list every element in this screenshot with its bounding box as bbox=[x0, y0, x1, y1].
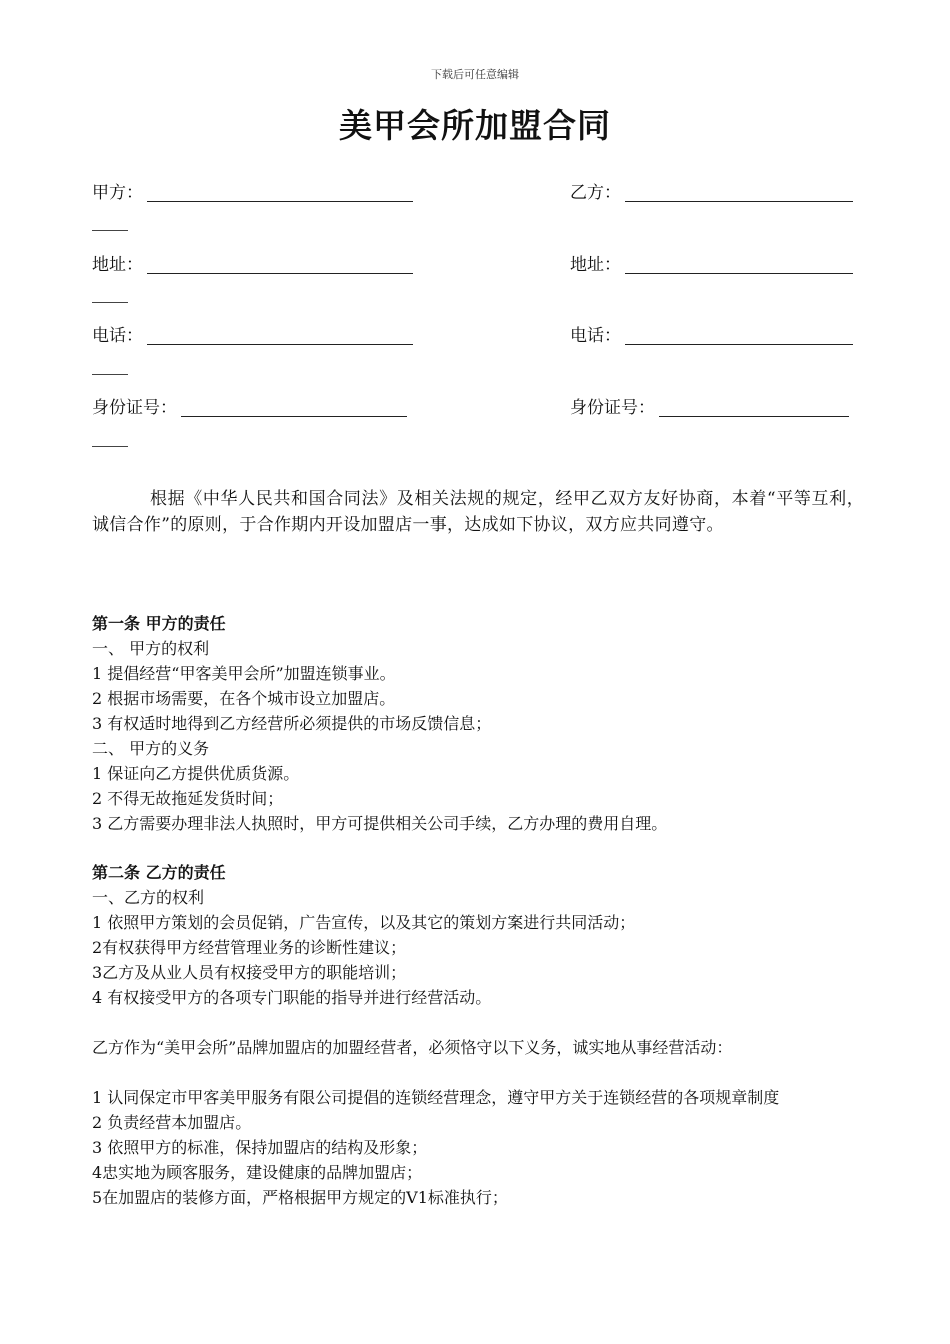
party-a-field bbox=[92, 178, 413, 203]
address-continuation-line bbox=[92, 302, 128, 303]
list-item: 4 有权接受甲方的各项专门职能的指导并进行经营活动。 bbox=[92, 988, 492, 1007]
article-1-heading: 第一条 甲方的责任 bbox=[92, 614, 226, 633]
id-a-field bbox=[92, 393, 407, 418]
party-a-blank bbox=[147, 185, 413, 202]
article-2 bbox=[92, 860, 882, 1210]
list-item: 3 依照甲方的标准，保持加盟店的结构及形象； bbox=[92, 1138, 428, 1157]
article-2-duties-intro: 乙方作为“美甲会所”品牌加盟店的加盟经营者，必须恪守以下义务，诚实地从事经营活动： bbox=[92, 1038, 733, 1057]
article-2-rights-title: 一、乙方的权利 bbox=[92, 888, 205, 907]
party-continuation-line bbox=[92, 230, 128, 231]
id-a-blank bbox=[181, 400, 407, 417]
phone-b-blank bbox=[625, 328, 853, 345]
address-b-field bbox=[570, 250, 853, 275]
address-a-label: 地址： bbox=[92, 255, 143, 275]
list-item: 2 不得无故拖延发货时间； bbox=[92, 789, 284, 808]
id-b-blank bbox=[659, 400, 849, 417]
article-2-heading: 第二条 乙方的责任 bbox=[92, 863, 226, 882]
phone-a-field bbox=[92, 321, 413, 346]
address-a-field bbox=[92, 250, 413, 275]
party-b-blank bbox=[625, 185, 853, 202]
list-item: 1 依照甲方策划的会员促销，广告宣传，以及其它的策划方案进行共同活动； bbox=[92, 913, 636, 932]
list-item: 3 有权适时地得到乙方经营所必须提供的市场反馈信息； bbox=[92, 714, 492, 733]
list-item: 1 保证向乙方提供优质货源。 bbox=[92, 764, 300, 783]
phone-continuation-line bbox=[92, 374, 128, 375]
phone-a-label: 电话： bbox=[92, 326, 143, 346]
list-item: 1 提倡经营“甲客美甲会所”加盟连锁事业。 bbox=[92, 664, 396, 683]
contract-title: 美甲会所加盟合同 bbox=[339, 106, 611, 145]
phone-a-blank bbox=[147, 328, 413, 345]
party-a-label: 甲方： bbox=[92, 183, 143, 203]
id-b-field bbox=[570, 393, 849, 418]
list-item: 5在加盟店的装修方面，严格根据甲方规定的V1标准执行； bbox=[92, 1188, 508, 1207]
article-1 bbox=[92, 611, 882, 836]
list-item: 2 根据市场需要，在各个城市设立加盟店。 bbox=[92, 689, 396, 708]
address-b-label: 地址： bbox=[570, 255, 621, 275]
list-item: 2有权获得甲方经营管理业务的诊断性建议； bbox=[92, 938, 407, 957]
article-1-duties-title: 二、 甲方的义务 bbox=[92, 739, 210, 758]
list-item: 3乙方及从业人员有权接受甲方的职能培训； bbox=[92, 963, 407, 982]
list-item: 1 认同保定市甲客美甲服务有限公司提倡的连锁经营理念，遵守甲方关于连锁经营的各项规章制度 bbox=[92, 1088, 780, 1107]
party-b-label: 乙方： bbox=[570, 183, 621, 203]
phone-b-field bbox=[570, 321, 853, 346]
party-b-field bbox=[570, 178, 853, 203]
id-a-label: 身份证号： bbox=[92, 398, 177, 418]
header-note: 下载后可任意编辑 bbox=[431, 68, 519, 81]
intro-paragraph: 根据《中华人民共和国合同法》及相关法规的规定，经甲乙双方友好协商，本着“平等互利，诚信合作”的原则，于合作期内开设加盟店一事，达成如下协议，双方应共同遵守。 bbox=[92, 489, 864, 535]
phone-b-label: 电话： bbox=[570, 326, 621, 346]
address-a-blank bbox=[147, 257, 413, 274]
list-item: 2 负责经营本加盟店。 bbox=[92, 1113, 252, 1132]
list-item: 3 乙方需要办理非法人执照时，甲方可提供相关公司手续，乙方办理的费用自理。 bbox=[92, 814, 668, 833]
article-1-rights-title: 一、 甲方的权利 bbox=[92, 639, 210, 658]
id-b-label: 身份证号： bbox=[570, 398, 655, 418]
address-b-blank bbox=[625, 257, 853, 274]
list-item: 4忠实地为顾客服务，建设健康的品牌加盟店； bbox=[92, 1163, 423, 1182]
id-continuation-line bbox=[92, 446, 128, 447]
